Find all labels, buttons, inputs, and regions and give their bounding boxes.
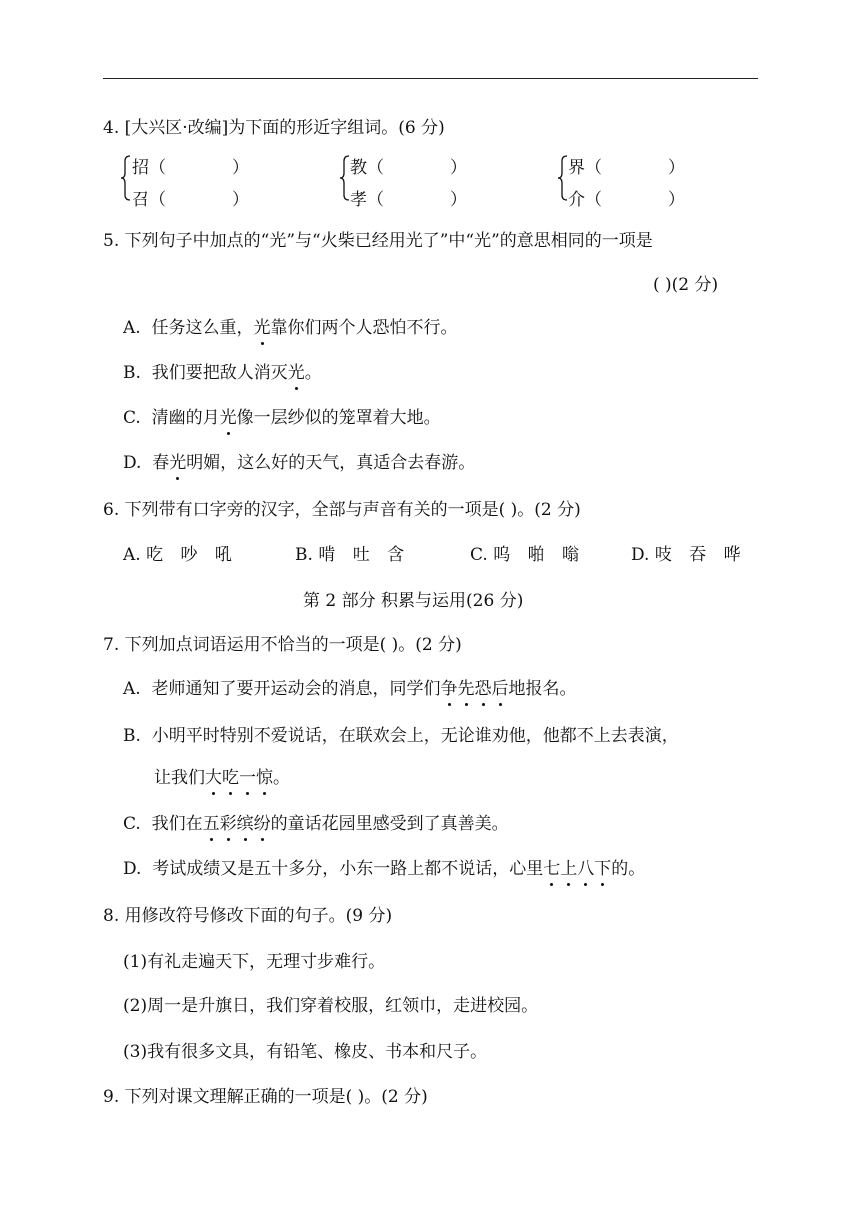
emphasis-char: 一 bbox=[239, 768, 256, 788]
q7-option-d: D. 考试成绩又是五十多分，小东一路上都不说话，心里七上八下的。 bbox=[123, 859, 646, 879]
q7-option-b-cont: 让我们大吃一惊。 bbox=[154, 768, 290, 788]
q5-option-a: A. 任务这么重，光靠你们两个人恐怕不行。 bbox=[123, 318, 458, 338]
emphasis-char: 八 bbox=[577, 859, 595, 879]
q4-group2-close1: ） bbox=[450, 158, 467, 178]
emphasis-char: 缤 bbox=[236, 814, 254, 834]
emphasis-char: 后 bbox=[491, 679, 509, 699]
q6-option-d: D. 吱 吞 哗 bbox=[631, 545, 747, 565]
emphasis-char: 光 bbox=[287, 363, 305, 383]
q4-stem: 4. [大兴区·改编]为下面的形近字组词。(6 分) bbox=[103, 118, 445, 138]
q4-group2-close2: ） bbox=[450, 190, 467, 210]
option-label: A. bbox=[123, 318, 141, 338]
emphasis-char: 光 bbox=[219, 408, 237, 428]
q4-group3-char2: 介（ bbox=[568, 190, 602, 210]
q8-item-2: (2)周一是升旗日，我们穿着校服，红领巾，走进校园。 bbox=[123, 996, 539, 1016]
q8-item-3: (3)我有很多文具，有铅笔、橡皮、书本和尺子。 bbox=[123, 1042, 488, 1062]
q7-stem: 7. 下列加点词语运用不恰当的一项是( )。(2 分) bbox=[103, 635, 462, 655]
emphasis-char: 惊 bbox=[256, 768, 273, 788]
brace-icon bbox=[340, 155, 350, 201]
option-label: B. bbox=[123, 363, 141, 383]
q6-option-b: B. 啃 吐 含 bbox=[295, 545, 411, 565]
emphasis-char: 五 bbox=[202, 814, 220, 834]
header-rule bbox=[103, 78, 758, 79]
q4-group2-char1: 教（ bbox=[350, 158, 384, 178]
q5-option-d: D. 春光明媚，这么好的天气，真适合去春游。 bbox=[123, 453, 476, 473]
q7-option-c: C. 我们在五彩缤纷的童话花园里感受到了真善美。 bbox=[123, 814, 509, 834]
q4-group1-close2: ） bbox=[232, 190, 249, 210]
q4-group3-close1: ） bbox=[668, 158, 685, 178]
q4-group1-close1: ） bbox=[232, 158, 249, 178]
q5-stem: 5. 下列句子中加点的“光”与“火柴已经用光了”中“光”的意思相同的一项是 bbox=[103, 231, 653, 251]
q8-item-1: (1)有礼走遍天下，无理寸步难行。 bbox=[123, 952, 386, 972]
emphasis-char: 光 bbox=[253, 318, 271, 338]
q4-group1-char1: 招（ bbox=[132, 158, 166, 178]
q4-group3-char1: 界（ bbox=[568, 158, 602, 178]
q5-answer-bracket: ( )(2 分) bbox=[653, 275, 719, 295]
emphasis-char: 大 bbox=[205, 768, 222, 788]
section-heading: 第 2 部分 积累与运用(26 分) bbox=[303, 591, 524, 611]
q7-option-b: B. 小明平时特别不爱说话，在联欢会上，无论谁劝他，他都不上去表演， bbox=[123, 726, 679, 746]
q4-group3-close2: ） bbox=[668, 190, 685, 210]
q8-stem: 8. 用修改符号修改下面的句子。(9 分) bbox=[103, 906, 393, 926]
emphasis-char: 先 bbox=[457, 679, 475, 699]
q6-option-c: C. 呜 啪 嗡 bbox=[470, 545, 586, 565]
emphasis-char: 七 bbox=[543, 859, 561, 879]
q4-group1-char2: 召（ bbox=[132, 190, 166, 210]
q6-option-a: A. 吃 吵 吼 bbox=[123, 545, 238, 565]
q4-group2-char2: 孝（ bbox=[350, 190, 384, 210]
emphasis-char: 下 bbox=[594, 859, 612, 879]
q9-stem: 9. 下列对课文理解正确的一项是( )。(2 分) bbox=[103, 1087, 428, 1107]
emphasis-char: 纷 bbox=[253, 814, 271, 834]
brace-icon bbox=[121, 155, 131, 201]
emphasis-char: 彩 bbox=[219, 814, 237, 834]
q6-stem: 6. 下列带有口字旁的汉字，全部与声音有关的一项是( )。(2 分) bbox=[103, 500, 581, 520]
option-label: D. bbox=[123, 453, 142, 473]
q5-option-b: B. 我们要把敌人消灭光。 bbox=[123, 363, 322, 383]
q7-option-a: A. 老师通知了要开运动会的消息，同学们争先恐后地报名。 bbox=[123, 679, 577, 699]
emphasis-char: 恐 bbox=[474, 679, 492, 699]
q5-option-c: C. 清幽的月光像一层纱似的笼罩着大地。 bbox=[123, 408, 441, 428]
option-label: C. bbox=[123, 408, 141, 428]
emphasis-char: 吃 bbox=[222, 768, 239, 788]
emphasis-char: 上 bbox=[560, 859, 578, 879]
emphasis-char: 争 bbox=[440, 679, 458, 699]
brace-icon bbox=[558, 155, 568, 201]
emphasis-char: 光 bbox=[169, 453, 187, 473]
